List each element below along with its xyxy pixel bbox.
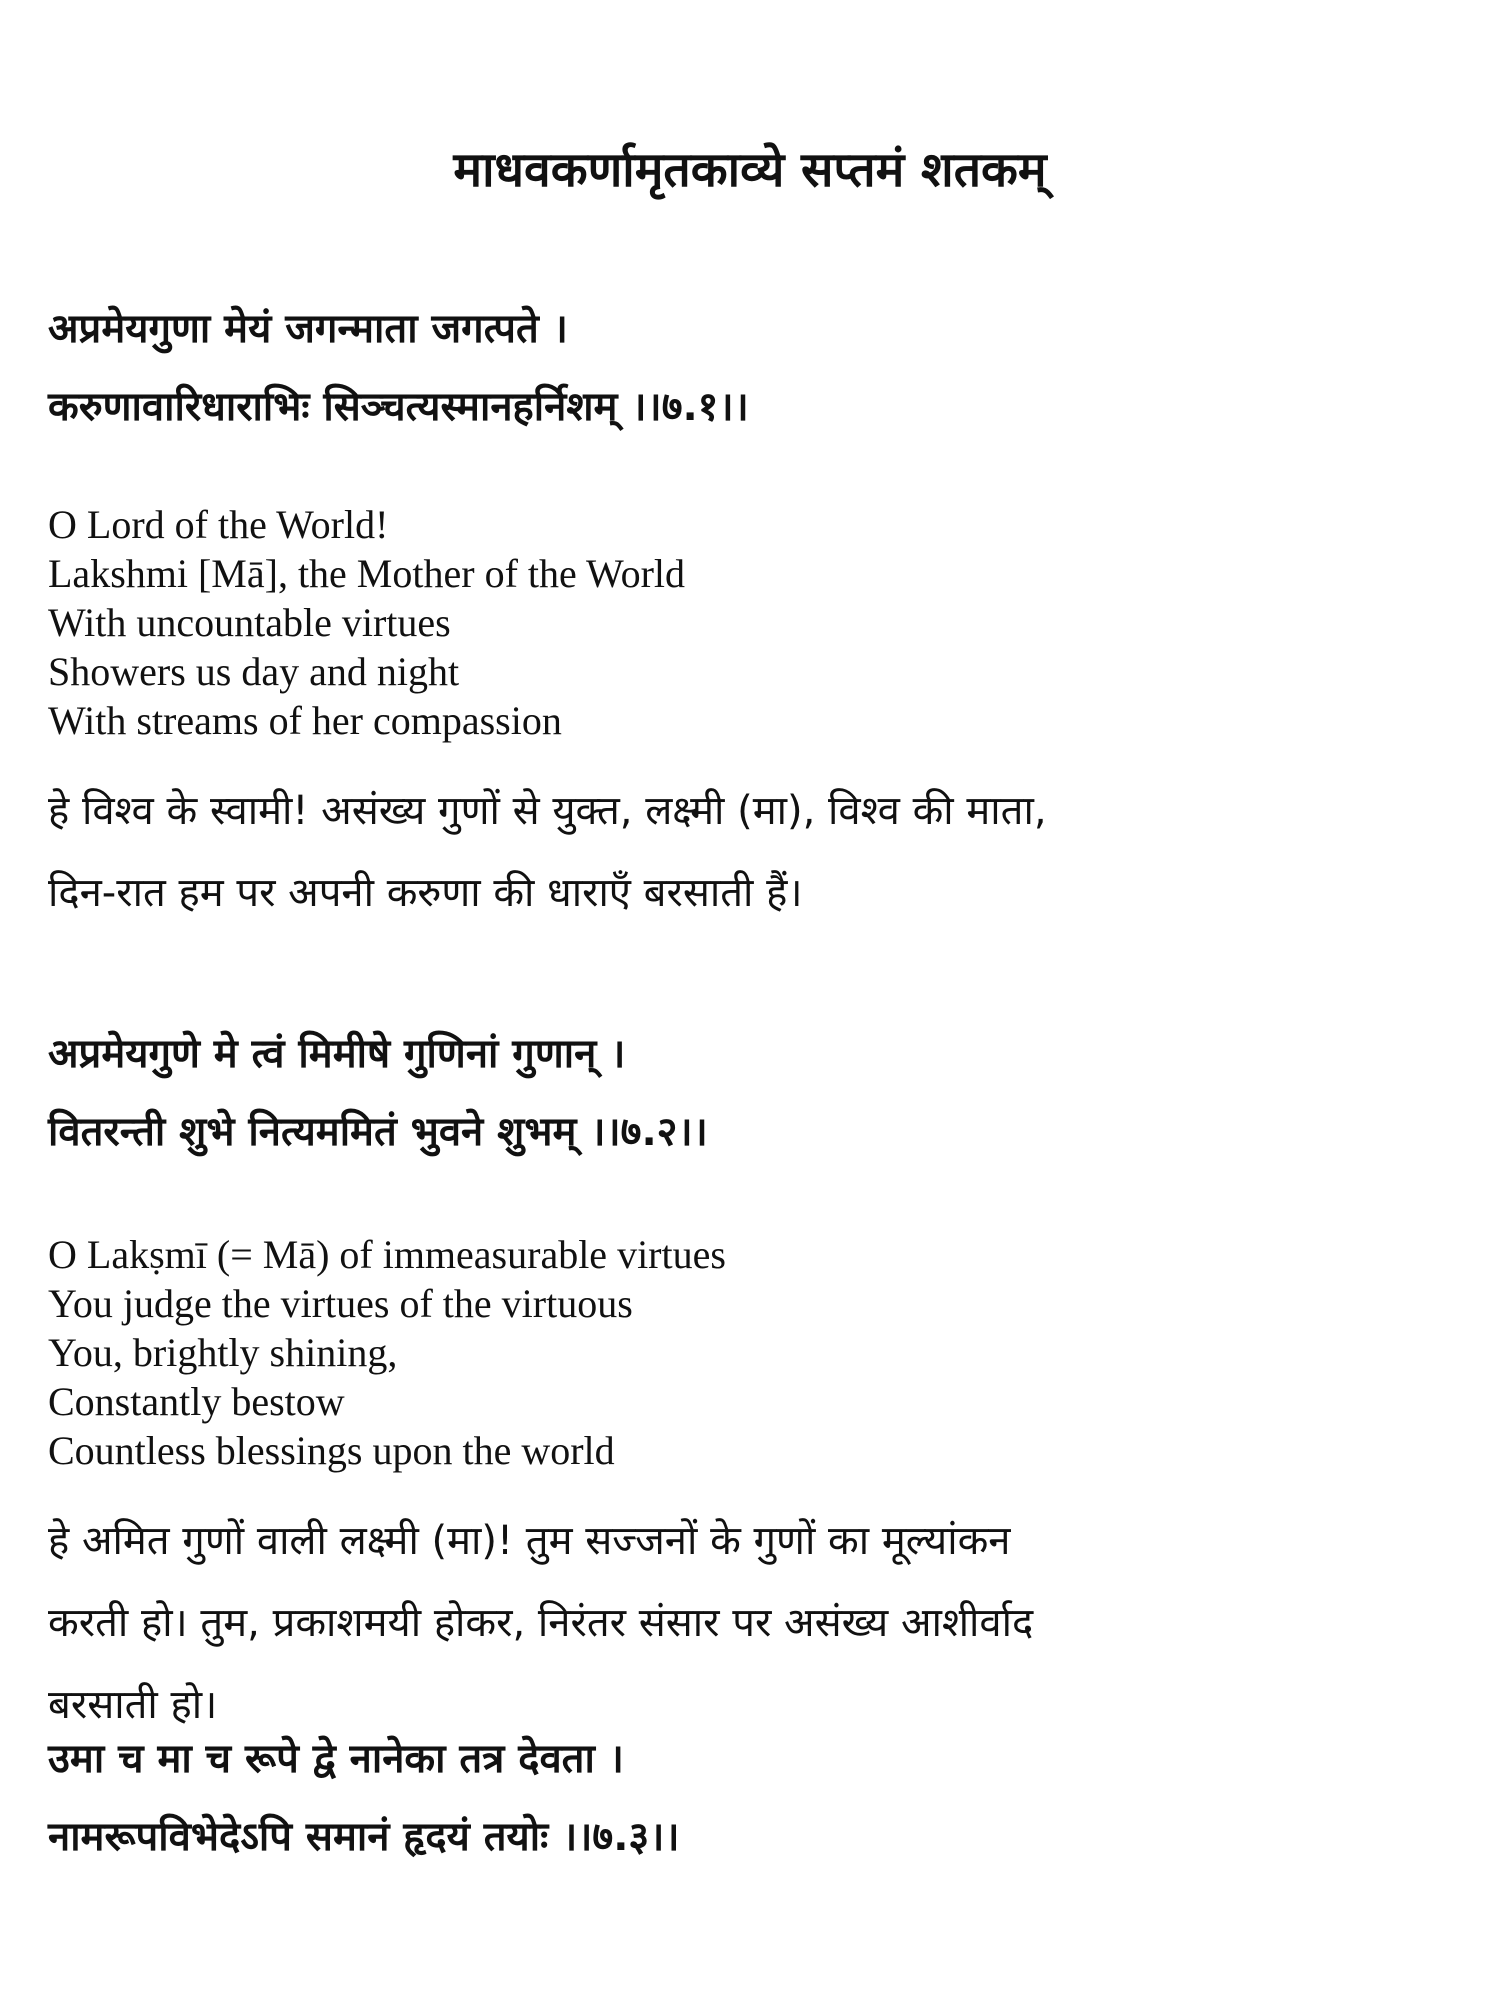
sanskrit-verse-7-3 (48, 1720, 1468, 1876)
hindi-line: बरसाती हो। (48, 1682, 218, 1728)
verse-line: उमा च मा च रूपे द्वे नानेका तत्र देवता । (48, 1736, 624, 1782)
verse-line: करुणावारिधाराभिः सिञ्चत्यस्मानहर्निशम् ।।७.१।। (48, 384, 749, 430)
hindi-line: हे अमित गुणों वाली लक्ष्मी (मा)! तुम सज्जनों के गुणों का मूल्यांकन (48, 1518, 1011, 1564)
hindi-translation-7-1 (48, 770, 1468, 934)
verse-line: अप्रमेयगुणा मेयं जगन्माता जगत्पते । (48, 306, 568, 352)
english-translation-7-2 (48, 1230, 1448, 1475)
translation-line: Constantly bestow (48, 1379, 345, 1424)
translation-line: Lakshmi [Mā], the Mother of the World (48, 551, 686, 596)
page-title: माधवकर्णामृतकाव्ये सप्तमं शतकम् (453, 142, 1047, 198)
hindi-line: दिन-रात हम पर अपनी करुणा की धाराएँ बरसाती हैं। (48, 870, 803, 916)
translation-line: Countless blessings upon the world (48, 1428, 615, 1473)
hindi-line: करती हो। तुम, प्रकाशमयी होकर, निरंतर संसार पर असंख्य आशीर्वाद (48, 1600, 1034, 1646)
hindi-line: हे विश्व के स्वामी! असंख्य गुणों से युक्त, लक्ष्मी (मा), विश्व की माता, (48, 788, 1047, 834)
translation-line: With uncountable virtues (48, 600, 451, 645)
translation-line: O Lord of the World! (48, 502, 389, 547)
sanskrit-verse-7-2 (48, 1015, 1468, 1171)
english-translation-7-1 (48, 500, 1448, 745)
sanskrit-verse-7-1 (48, 290, 1468, 446)
verse-line: नामरूपविभेदेऽपि समानं हृदयं तयोः ।।७.३।। (48, 1814, 680, 1860)
translation-line: O Lakṣmī (= Mā) of immeasurable virtues (48, 1232, 726, 1277)
hindi-translation-7-2 (48, 1500, 1468, 1746)
translation-line: You, brightly shining, (48, 1330, 398, 1375)
translation-line: With streams of her compassion (48, 698, 562, 743)
translation-line: Showers us day and night (48, 649, 460, 694)
verse-line: वितरन्ती शुभे नित्यममितं भुवने शुभम् ।।७.२।। (48, 1109, 708, 1155)
translation-line: You judge the virtues of the virtuous (48, 1281, 633, 1326)
verse-line: अप्रमेयगुणे मे त्वं मिमीषे गुणिनां गुणान् । (48, 1031, 626, 1077)
